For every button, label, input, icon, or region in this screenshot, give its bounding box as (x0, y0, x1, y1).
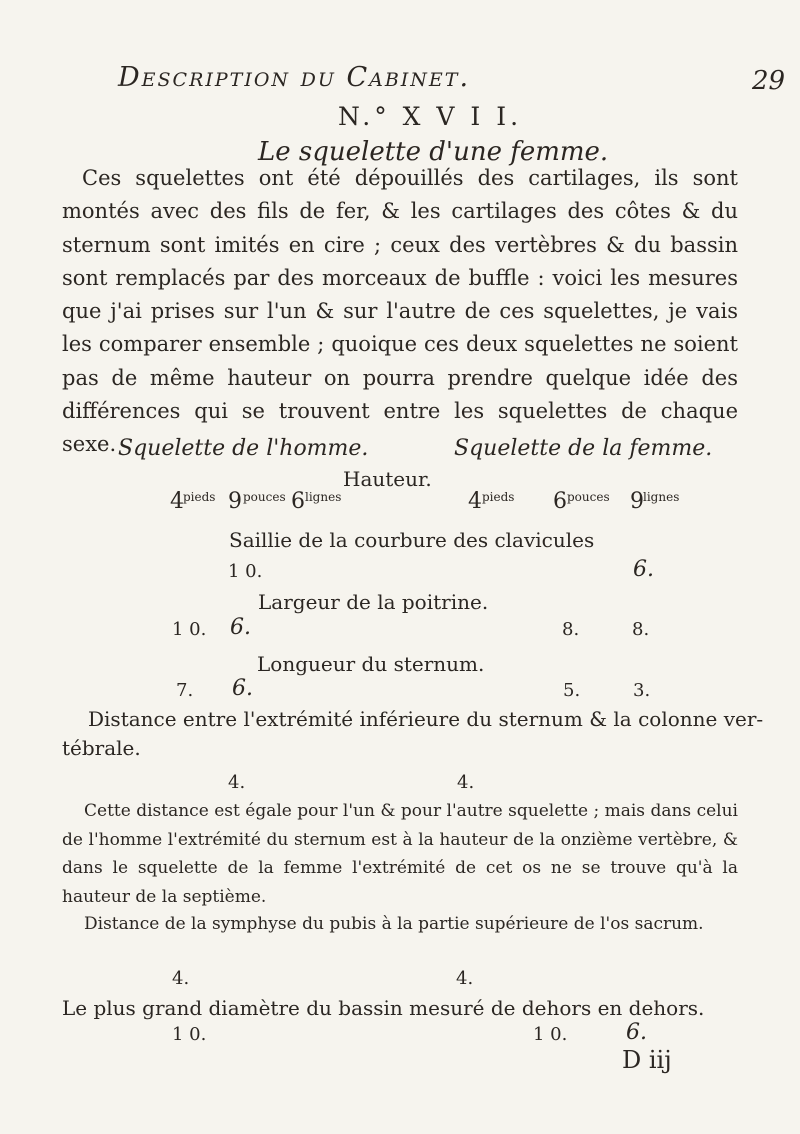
sternum-femme-1: 5. (563, 680, 581, 701)
poitrine-homme-2: 6. (230, 615, 251, 640)
f-lignes-unit: lignes (643, 490, 680, 504)
hauteur-label: Hauteur. (343, 467, 432, 491)
note-vertebre: Cette distance est égale pour l'un & pour l'autre squelette ; mais dans celui de l'homme l'extrémité du sternum est à la hauteur de la onzième vertèbre, & dans le squelette de la femme l'extrémité de cet os ne se trouve qu'à la hauteur de la septième. (62, 801, 738, 907)
signature-mark: D iij (622, 1046, 672, 1074)
f-pieds-unit: pieds (482, 490, 515, 504)
entry-title: Le squelette d'une femme. (258, 137, 609, 167)
clavicules-label: Saillie de la courbure des clavicules (229, 528, 595, 552)
f-pouces-value: 6 (553, 489, 567, 514)
sacrum-femme: 4. (456, 968, 474, 989)
poitrine-femme-2: 8. (632, 619, 650, 640)
h-lignes-unit: lignes (305, 490, 342, 504)
bassin-label: Le plus grand diamètre du bassin mesuré de dehors en dehors. (62, 996, 705, 1020)
column-head-homme: Squelette de l'homme. (118, 436, 369, 461)
h-pieds-value: 4 (170, 489, 184, 514)
clavicules-homme: 1 0. (228, 561, 263, 582)
note-pubis: Distance de la symphyse du pubis à la partie supérieure de l'os sacrum. (84, 914, 704, 934)
column-head-femme: Squelette de la femme. (454, 436, 713, 461)
running-head: Description du Cabinet. (118, 62, 471, 93)
f-lignes-value: 9 (630, 489, 644, 514)
h-lignes-value: 6 (291, 489, 305, 514)
distance-sternum-label-line1: Distance entre l'extrémité inférieure du sternum & la colonne ver- (88, 707, 764, 731)
f-pouces-unit: pouces (567, 490, 610, 504)
sternum-femme-2: 3. (633, 680, 651, 701)
bassin-femme-2: 6. (626, 1020, 647, 1045)
h-pieds-unit: pieds (183, 490, 216, 504)
intro-paragraph: Ces squelettes ont été dépouillés des cartilages, ils sont montés avec des fils de fer, & les cartilages des côtes & du sternum sont imités en cire ; ceux des vertèbres & du bassin sont remplacés par des morceaux de buffle : voici les mesures que j'ai prises sur l'un & sur l'autre de ces squelettes, je vais les comparer ensemble ; quoique ces deux squelettes ne soient pas de même hauteur on pourra prendre quelque idée des différences qui se trouvent entre les squelettes de chaque sexe. (62, 166, 738, 457)
poitrine-femme-1: 8. (562, 619, 580, 640)
bassin-homme: 1 0. (172, 1024, 207, 1045)
f-pieds-value: 4 (468, 489, 482, 514)
sternum-homme-2: 6. (232, 676, 253, 701)
distance-sternum-homme: 4. (228, 772, 246, 793)
h-pouces-value: 9 (228, 489, 242, 514)
clavicules-femme: 6. (633, 557, 654, 582)
entry-number: N.° X V I I. (338, 102, 523, 131)
bassin-femme-1: 1 0. (533, 1024, 568, 1045)
page-number: 29 (752, 66, 786, 96)
sacrum-homme: 4. (172, 968, 190, 989)
sternum-homme-1: 7. (176, 680, 194, 701)
distance-sternum-femme: 4. (457, 772, 475, 793)
h-pouces-unit: pouces (243, 490, 286, 504)
poitrine-label: Largeur de la poitrine. (258, 590, 489, 614)
distance-sternum-label-line2: tébrale. (62, 736, 141, 760)
sternum-label: Longueur du sternum. (257, 652, 485, 676)
poitrine-homme-1: 1 0. (172, 619, 207, 640)
